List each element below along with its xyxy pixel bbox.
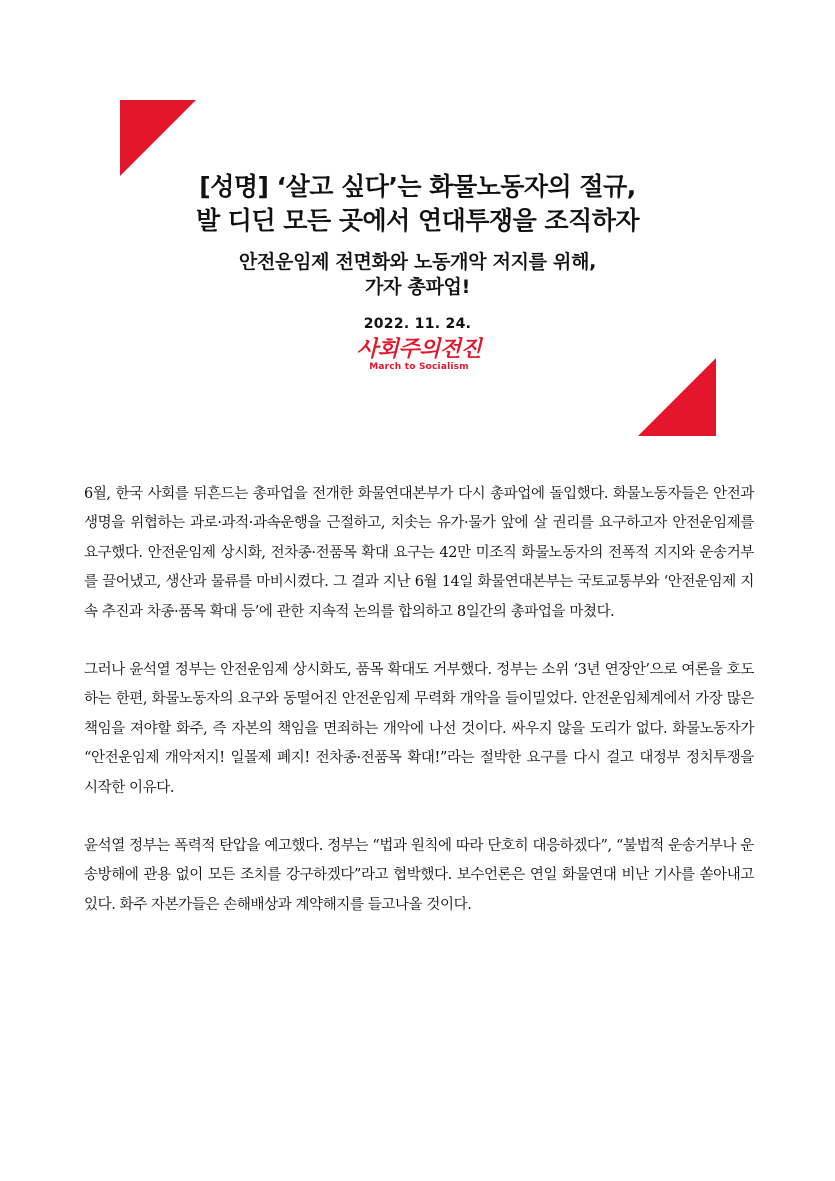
subtitle-line-1: 안전운임제 전면화와 노동개악 저지를 위해,	[238, 251, 597, 273]
subtitle-line-2: 가자 총파업!	[365, 276, 470, 298]
body-paragraph-2: 그러나 윤석열 정부는 안전운임제 상시화도, 품목 확대도 거부했다. 정부는 소위 ‘3년 연장안’으로 여론을 호도하는 한편, 화물노동자의 요구와 동떨어진 안전운임제 무력화 개악을 들이밀었다. 안전운임체계에서 가장 많은 책임을 져야할 화주, 즉 자본의 책임을 면죄하는 개악에 나선 것이다. 싸우지 않을 도리가 없다. 화물노동자가 “안전운임제 개악저지! 일몰제 폐지! 전차종·전품목 확대!”라는 절박한 요구를 다시 걸고 대정부 정치투쟁을 시작한 이유다.	[84, 662, 754, 796]
body-paragraph-3: 윤석열 정부는 폭력적 탄압을 예고했다. 정부는 “법과 원칙에 따라 단호히 대응하겠다”, “불법적 운송거부나 운송방해에 관용 없이 모든 조치를 강구하겠다”라고 협박했다. 보수언론은 연일 화물연대 비난 기사를 쏟아내고 있다. 화주 자본가들은 손해배상과 계약해지를 들고나올 것이다.	[84, 838, 754, 913]
statement-body	[84, 480, 754, 949]
logo-wordmark: 사회주의전진	[356, 337, 482, 362]
red-triangle-bottom-decoration	[638, 358, 716, 436]
red-triangle-top-decoration	[120, 100, 196, 176]
title-line-1: [성명] ‘살고 싶다’는 화물노동자의 절규,	[199, 172, 636, 201]
body-paragraph-1: 6월, 한국 사회를 뒤흔드는 총파업을 전개한 화물연대본부가 다시 총파업에 돌입했다. 화물노동자들은 안전과 생명을 위협하는 과로·과적·과속운행을 근절하고, 치솟는 유가·물가 앞에 살 권리를 요구하고자 안전운임제를 요구했다. 안전운임제 상시화, 전차종·전품목 확대 요구는 42만 미조직 화물노동자의 전폭적 지지와 운송거부를 끌어냈고, 생산과 물류를 마비시켰다. 그 결과 지난 6월 14일 화물연대본부는 국토교통부와 ‘안전운임제 지속 추진과 차종·품목 확대 등’에 관한 지속적 논의를 합의하고 8일간의 총파업을 마쳤다.	[84, 486, 754, 620]
title-line-2: 발 디딘 모든 곳에서 연대투쟁을 조직하자	[195, 206, 640, 235]
statement-title	[0, 170, 835, 238]
statement-date: 2022. 11. 24.	[363, 316, 472, 332]
organization-logo	[334, 338, 504, 380]
logo-tagline: March to Socialism	[369, 362, 469, 372]
statement-subtitle	[0, 250, 835, 300]
